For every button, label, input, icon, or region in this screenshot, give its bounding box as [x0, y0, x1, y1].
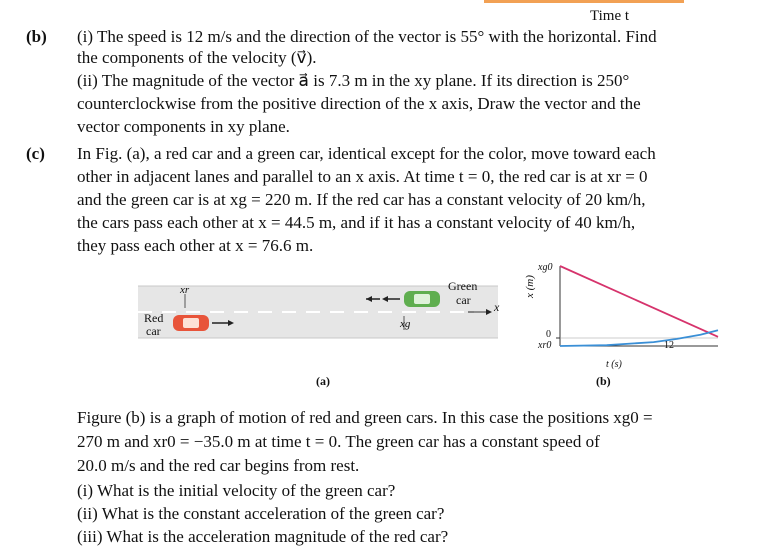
b-i-line-1: (i) The speed is 12 m/s and the direction of the vector is 55° with the horizontal. Find [77, 27, 657, 46]
b-ii-line-1: (ii) The magnitude of the vector a⃗ is 7.3 m in the xy plane. If its direction is 250° [77, 71, 630, 90]
question-2: (ii) What is the constant acceleration of the green car? [77, 504, 445, 523]
question-1: (i) What is the initial velocity of the green car? [77, 481, 396, 500]
part-b-label: (b) [26, 27, 47, 46]
chart-xr0-label: xr0 [538, 340, 552, 351]
c-line-2: other in adjacent lanes and parallel to an x axis. At time t = 0, the red car is at xr = 0 [77, 167, 648, 186]
xr-label: xr [180, 284, 190, 296]
figure-a-caption: (a) [316, 374, 330, 388]
chart-xg0-label: xg0 [538, 262, 553, 273]
question-3: (iii) What is the acceleration magnitude of the red car? [77, 527, 449, 546]
c-line-4: the cars pass each other at x = 44.5 m, and if it has a constant velocity of 40 km/h, [77, 213, 636, 232]
series-line-1 [560, 266, 718, 337]
chart-tick-label: 12 [664, 340, 674, 351]
fig-text-line-2: 270 m and xr0 = −35.0 m at time t = 0. The green car has a constant speed of [77, 432, 600, 451]
chart-zero-label: 0 [546, 329, 551, 340]
xg-label: xg [400, 318, 411, 330]
x-axis-label: x [494, 300, 500, 314]
time-label: Time t [590, 8, 630, 24]
green-car-label-2: car [456, 293, 471, 307]
red-car-label-2: car [146, 324, 161, 338]
c-line-1: In Fig. (a), a red car and a green car, identical except for the color, move toward each [77, 144, 656, 163]
b-ii-line-3: vector components in xy plane. [77, 117, 290, 136]
green-car-label: Green [448, 279, 478, 293]
fig-text-line-3: 20.0 m/s and the red car begins from rest. [77, 456, 360, 475]
part-c-label: (c) [26, 144, 45, 163]
figure-b-caption: (b) [596, 374, 611, 388]
chart-ylabel: x (m) [524, 275, 536, 298]
b-ii-line-2: counterclockwise from the positive direction of the x axis, Draw the vector and the [77, 94, 641, 113]
b-i-line-2: the components of the velocity (v⃗). [77, 48, 317, 67]
c-line-3: and the green car is at xg = 220 m. If the red car has a constant velocity of 20 km/h, [77, 190, 646, 209]
chart-xlabel: t (s) [606, 359, 622, 370]
fig-text-line-1: Figure (b) is a graph of motion of red and green cars. In this case the positions xg0 = [77, 408, 653, 427]
c-line-5: they pass each other at x = 76.6 m. [77, 236, 314, 255]
top-divider [484, 0, 684, 3]
figure-b-chart [520, 258, 720, 368]
red-car-label: Red [144, 311, 164, 325]
chart-series [560, 266, 718, 346]
